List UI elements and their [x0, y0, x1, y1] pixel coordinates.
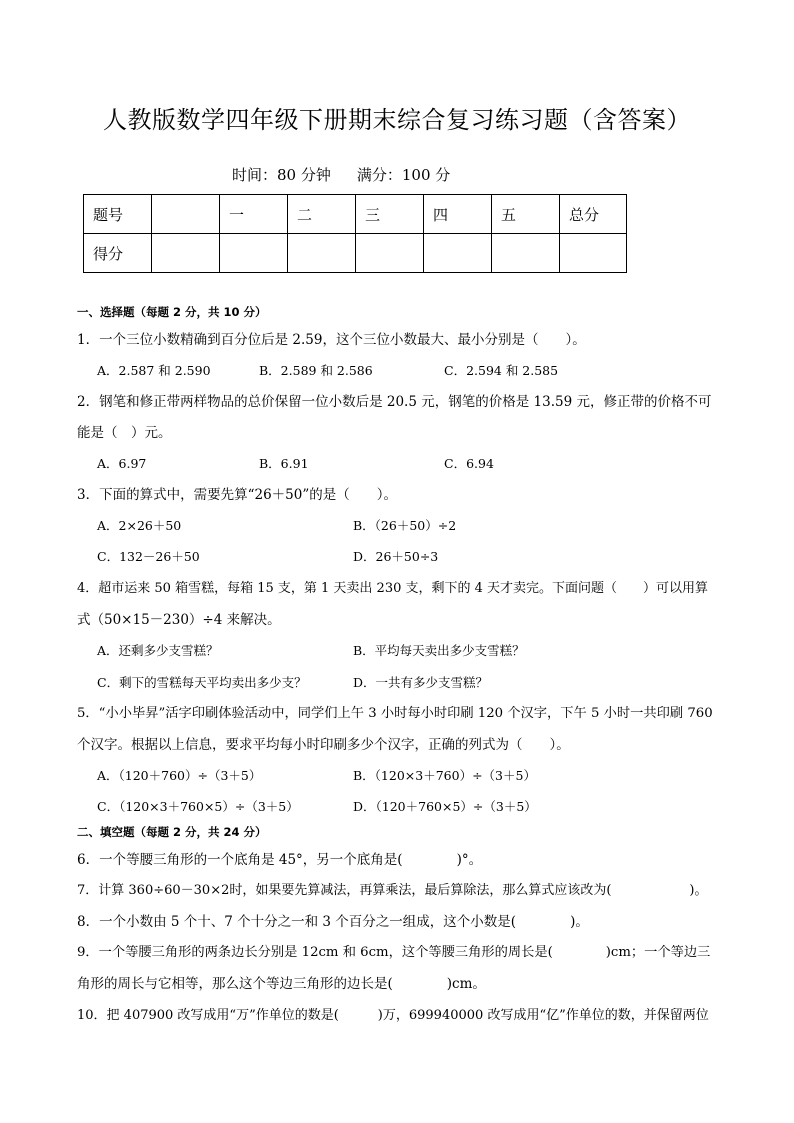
score-table-score-row: [84, 234, 627, 273]
question-6: 6．一个等腰三角形的一个底角是 45°，另一个底角是( )°。: [77, 852, 483, 868]
question-8: 8．一个小数由 5 个十、7 个十分之一和 3 个百分之一组成，这个小数是( )。: [77, 914, 589, 930]
score-table: [83, 194, 627, 273]
score-header-cell: 一: [220, 195, 288, 234]
section-heading-fill-in: 二、填空题（每题 2 分，共 24 分）: [77, 825, 267, 839]
question-2-option-a: A．6.97: [97, 456, 147, 471]
score-input-cell[interactable]: [288, 234, 356, 273]
question-4-option-d: D．一共有多少支雪糕？: [353, 675, 489, 690]
score-input-cell[interactable]: [492, 234, 560, 273]
score-header-cell: 题号: [84, 195, 152, 234]
score-header-cell: 总分: [560, 195, 627, 234]
question-4-option-c: C．剩下的雪糕每天平均卖出多少支？: [97, 675, 307, 690]
question-4-line-1: 4．超市运来 50 箱雪糕，每箱 15 支，第 1 天卖出 230 支，剩下的 4 天才卖完。下面问题（ ）可以用算: [77, 581, 709, 596]
section-heading-choice: 一、选择题（每题 2 分，共 10 分）: [77, 305, 267, 319]
question-1: 1．一个三位小数精确到百分位后是 2.59，这个三位小数最大、最小分别是（ ）。: [77, 332, 586, 348]
question-5-option-d: D．（120＋760×5）÷（3＋5）: [353, 799, 537, 814]
score-input-cell[interactable]: [220, 234, 288, 273]
score-input-cell[interactable]: [560, 234, 627, 273]
score-input-cell[interactable]: [424, 234, 492, 273]
exam-full-score: 满分：100 分: [356, 166, 451, 184]
question-3-option-d: D．26＋50÷3: [353, 549, 439, 564]
question-9-line-1: 9．一个等腰三角形的两条边长分别是 12cm 和 6cm，这个等腰三角形的周长是( )cm；一个等边三: [77, 945, 711, 960]
score-header-cell: [152, 195, 220, 234]
question-4-line-2: 式（50×15－230）÷4 来解决。: [77, 612, 281, 628]
question-1-option-a: A．2.587 和 2.590: [97, 363, 211, 378]
score-header-cell: 四: [424, 195, 492, 234]
question-1-option-c: C．2.594 和 2.585: [444, 363, 559, 378]
question-9-line-2: 角形的周长与它相等，那么这个等边三角形的边长是( )cm。: [77, 976, 486, 992]
score-input-cell[interactable]: [152, 234, 220, 273]
score-row-label: 得分: [84, 234, 152, 273]
question-5-option-a: A．（120＋760）÷（3＋5）: [97, 768, 262, 783]
exam-meta: [232, 164, 450, 186]
question-3-option-a: A．2×26＋50: [97, 518, 182, 533]
question-1-option-b: B．2.589 和 2.586: [259, 363, 373, 378]
page-title: 人教版数学四年级下册期末综合复习练习题（含答案）: [103, 106, 691, 134]
score-table-header-row: [84, 195, 627, 234]
question-2-option-b: B．6.91: [259, 456, 309, 471]
question-5-option-b: B．（120×3＋760）÷（3＋5）: [353, 768, 536, 783]
exam-time: 时间：80 分钟: [232, 166, 331, 184]
question-4-option-b: B．平均每天卖出多少支雪糕？: [353, 643, 525, 658]
question-5-line-1: 5．“小小毕昇”活字印刷体验活动中，同学们上午 3 小时每小时印刷 120 个汉字，下午 5 小时一共印刷 760: [77, 706, 713, 721]
question-4-option-a: A．还剩多少支雪糕？: [97, 643, 219, 658]
question-3: 3．下面的算式中，需要先算“26＋50”的是（ ）。: [77, 487, 397, 503]
question-2-line-2: 能是（ ）元。: [77, 425, 172, 441]
question-3-option-c: C．132－26＋50: [97, 549, 200, 564]
question-3-option-b: B．（26＋50）÷2: [353, 518, 457, 533]
score-input-cell[interactable]: [356, 234, 424, 273]
question-5-line-2: 个汉字。根据以上信息，要求平均每小时印刷多少个汉字，正确的列式为（ ）。: [77, 737, 570, 753]
score-header-cell: 五: [492, 195, 560, 234]
question-2-option-c: C．6.94: [444, 456, 494, 471]
question-2-line-1: 2．钢笔和修正带两样物品的总价保留一位小数后是 20.5 元，钢笔的价格是 13.59 元，修正带的价格不可: [77, 394, 712, 410]
score-header-cell: 三: [356, 195, 424, 234]
question-10: 10．把 407900 改写成用“万”作单位的数是( )万，699940000 改写成用“亿”作单位的数，并保留两位: [77, 1008, 709, 1023]
score-header-cell: 二: [288, 195, 356, 234]
question-5-option-c: C．（120×3＋760×5）÷（3＋5）: [97, 799, 299, 814]
question-7: 7．计算 360÷60－30×2时，如果要先算减法，再算乘法，最后算除法，那么算式应该改为( )。: [77, 883, 708, 898]
